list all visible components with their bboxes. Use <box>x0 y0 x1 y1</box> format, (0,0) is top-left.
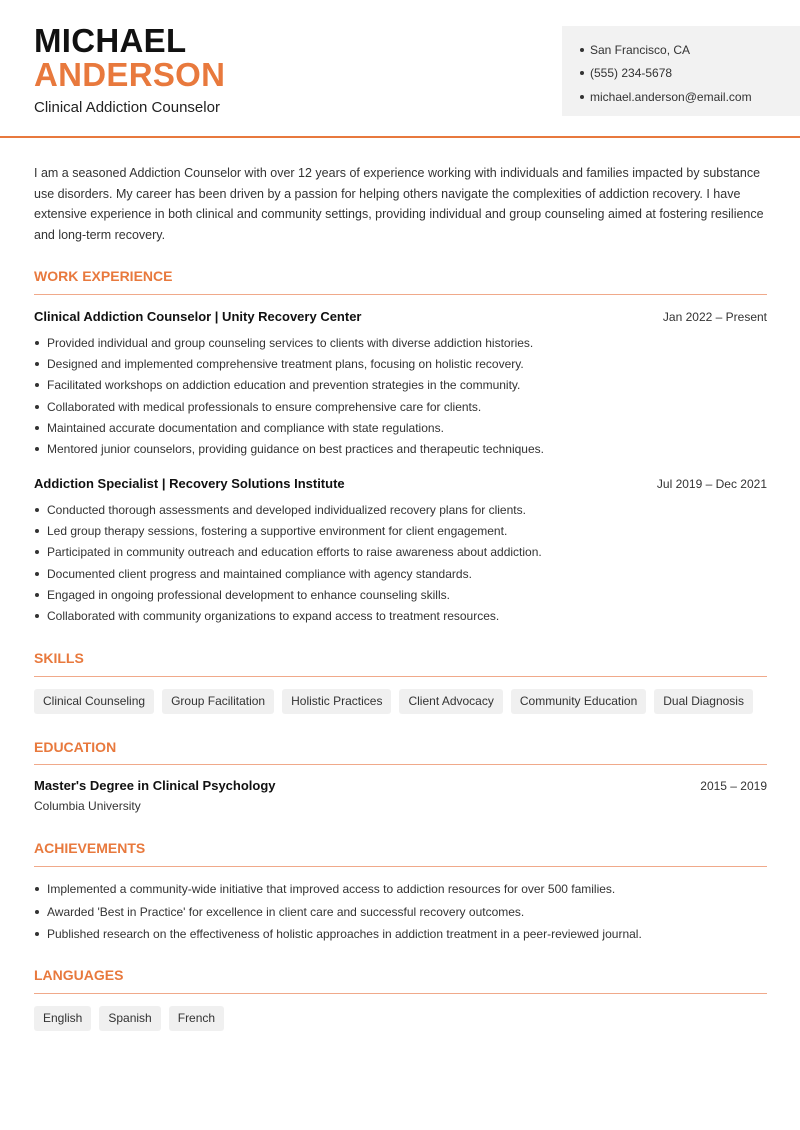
first-name: MICHAEL <box>34 22 187 59</box>
skill-tag: Dual Diagnosis <box>654 689 753 714</box>
list-item <box>34 923 767 946</box>
resume-header <box>0 0 800 138</box>
degree-title: Master's Degree in Clinical Psychology <box>34 778 276 793</box>
language-tag: Spanish <box>99 1006 160 1031</box>
school-name: Columbia University <box>34 799 141 813</box>
phone-text: (555) 234-5678 <box>590 66 673 81</box>
education-heading: EDUCATION <box>34 739 117 755</box>
list-item <box>34 499 767 520</box>
list-item-text: Collaborated with medical professionals to ensure comprehensive care for clients. <box>47 399 482 414</box>
list-item <box>34 417 767 438</box>
bullet-icon <box>35 362 39 366</box>
list-item-text: Mentored junior counselors, providing guidance on best practices and therapeutic techniques. <box>47 442 544 457</box>
bullet-icon <box>35 508 39 512</box>
list-item <box>34 375 767 396</box>
bullet-icon <box>35 550 39 554</box>
list-item-text: Conducted thorough assessments and developed individualized recovery plans for clients. <box>47 502 526 517</box>
languages-list <box>34 1006 224 1031</box>
list-item <box>34 396 767 417</box>
contact-box <box>562 26 800 116</box>
achievements-list <box>34 878 767 946</box>
bullet-icon <box>35 426 39 430</box>
bullet-icon <box>35 593 39 597</box>
section-divider <box>34 294 767 295</box>
job-header <box>34 476 767 491</box>
list-item-text: Awarded 'Best in Practice' for excellence in client care and successful recovery outcomes. <box>47 904 525 919</box>
skill-tag: Group Facilitation <box>162 689 274 714</box>
list-item <box>34 520 767 541</box>
bullet-icon <box>580 71 584 75</box>
job-title: Clinical Addiction Counselor <box>34 99 220 116</box>
job-bullet-list <box>34 499 767 627</box>
skills-list <box>34 689 753 714</box>
job-header <box>34 309 767 324</box>
bullet-icon <box>35 447 39 451</box>
education-date: 2015 – 2019 <box>700 779 767 793</box>
bullet-icon <box>35 910 39 914</box>
list-item <box>34 542 767 563</box>
last-name: ANDERSON <box>34 56 226 93</box>
list-item-text: Documented client progress and maintained compliance with agency standards. <box>47 566 472 581</box>
bullet-icon <box>580 95 584 99</box>
list-item-text: Collaborated with community organizations to expand access to treatment resources. <box>47 609 500 624</box>
contact-email <box>580 85 800 109</box>
bullet-icon <box>35 341 39 345</box>
language-tag: English <box>34 1006 91 1031</box>
list-item-text: Led group therapy sessions, fostering a supportive environment for client engagement. <box>47 523 508 538</box>
skill-tag: Clinical Counseling <box>34 689 154 714</box>
bullet-icon <box>35 932 39 936</box>
bullet-icon <box>580 48 584 52</box>
bullet-icon <box>35 572 39 576</box>
bullet-icon <box>35 887 39 891</box>
job-date: Jan 2022 – Present <box>662 310 767 324</box>
skill-tag: Client Advocacy <box>399 689 502 714</box>
location-text: San Francisco, CA <box>590 42 691 57</box>
list-item <box>34 353 767 374</box>
section-divider <box>34 764 767 765</box>
contact-phone <box>580 62 800 86</box>
bullet-icon <box>35 529 39 533</box>
list-item-text: Implemented a community-wide initiative that improved access to addiction resources for over 500 families. <box>47 882 616 897</box>
achievements-heading: ACHIEVEMENTS <box>34 840 146 856</box>
list-item <box>34 605 767 626</box>
language-tag: French <box>169 1006 224 1031</box>
bullet-icon <box>35 383 39 387</box>
skill-tag: Holistic Practices <box>282 689 391 714</box>
contact-location <box>580 38 800 62</box>
list-item <box>34 878 767 901</box>
list-item <box>34 563 767 584</box>
job-role: Addiction Specialist | Recovery Solutions Institute <box>34 476 345 491</box>
list-item <box>34 332 767 353</box>
summary-paragraph: I am a seasoned Addiction Counselor with over 12 years of experience working with individuals and families impacted by substance use disorders. My career has been driven by a passion for helping others navigate the complexities of addiction recovery. I have extensive experience in both clinical and community settings, providing individual and group counseling aimed at fostering resilience and long-term recovery. <box>34 166 764 243</box>
job-date: Jul 2019 – Dec 2021 <box>656 477 767 491</box>
section-divider <box>34 866 767 867</box>
section-divider <box>34 676 767 677</box>
list-item-text: Provided individual and group counseling services to clients with diverse addiction histories. <box>47 335 534 350</box>
section-divider <box>34 993 767 994</box>
list-item <box>34 584 767 605</box>
email-link[interactable]: michael.anderson@email.com <box>590 89 752 104</box>
list-item-text: Maintained accurate documentation and compliance with state regulations. <box>47 420 444 435</box>
languages-heading: LANGUAGES <box>34 967 124 983</box>
list-item-text: Participated in community outreach and education efforts to raise awareness about addiction. <box>47 545 542 560</box>
skill-tag: Community Education <box>511 689 646 714</box>
list-item-text: Designed and implemented comprehensive treatment plans, focusing on holistic recovery. <box>47 356 524 371</box>
list-item-text: Published research on the effectiveness of holistic approaches in addiction treatment in a peer-reviewed journal. <box>47 927 642 942</box>
bullet-icon <box>35 614 39 618</box>
list-item <box>34 438 767 459</box>
job-role: Clinical Addiction Counselor | Unity Recovery Center <box>34 309 362 324</box>
list-item-text: Facilitated workshops on addiction education and prevention strategies in the community. <box>47 378 521 393</box>
list-item <box>34 901 767 924</box>
skills-heading: SKILLS <box>34 650 84 666</box>
job-bullet-list <box>34 332 767 460</box>
list-item-text: Engaged in ongoing professional development to enhance counseling skills. <box>47 587 450 602</box>
bullet-icon <box>35 405 39 409</box>
work-experience-heading: WORK EXPERIENCE <box>34 268 173 284</box>
